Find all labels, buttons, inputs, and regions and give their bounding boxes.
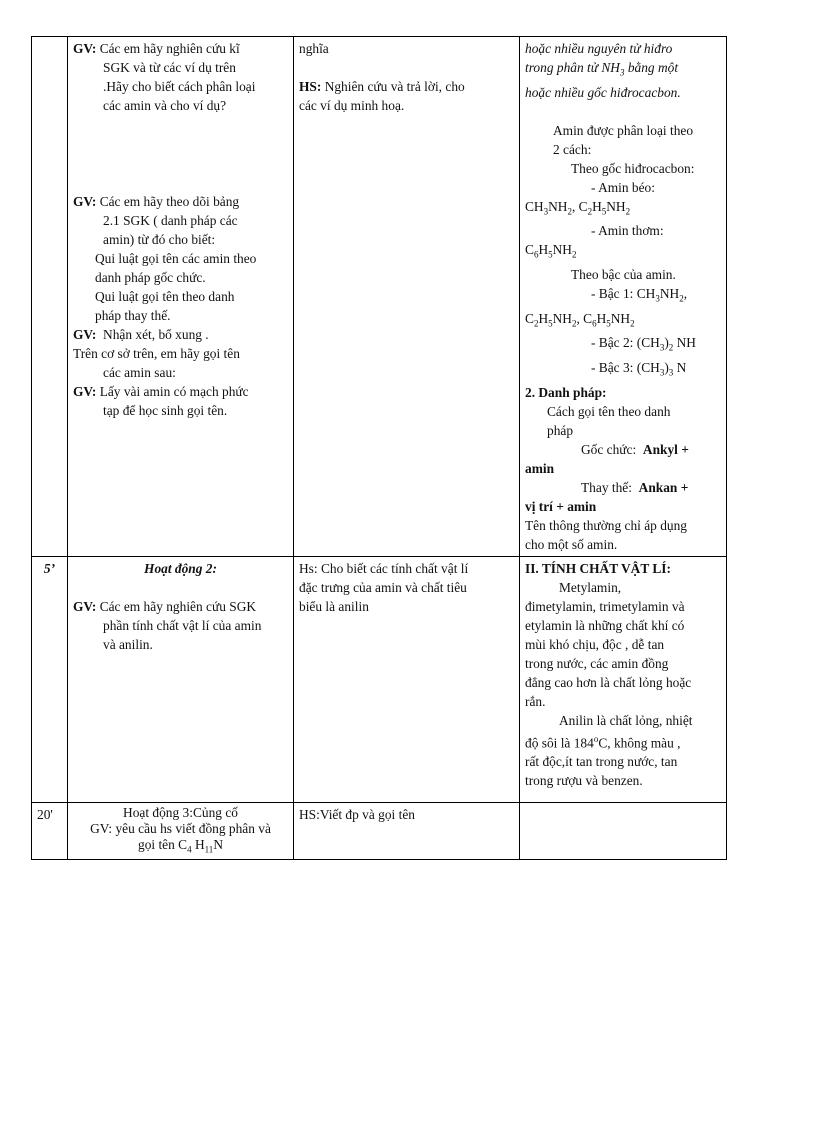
time-cell: 5’ [32, 556, 68, 802]
student-activity-cell: nghĩa HS: Nghiên cứu và trả lời, cho các ví dụ minh hoạ. [294, 37, 520, 557]
gv-label: GV: [73, 41, 97, 56]
formula: $CH_3NH_2$, $C_2H_5NH_2$ [525, 198, 631, 217]
content-cell: II. TÍNH CHẤT VẬT LÍ: Metylamin, đimetylamin, trimetylamin và etylamin là những chất khí có mùi khó chịu, độc , dễ tan trong nước, các amin đồng đẳng cao hơn là chất lỏng hoặc rắn. Anilin là chất lỏng, nhiệt độ sôi là 184$^o$C, không màu , rất độc,ít tan trong nước, tan trong rượu và benzen. [520, 556, 727, 802]
section-heading: II. TÍNH CHẤT VẬT LÍ: [525, 560, 671, 576]
lesson-plan-table [31, 36, 727, 860]
section-heading: 2. Danh pháp: [525, 384, 607, 400]
formula: $C_6H_5NH_2$ [525, 242, 577, 261]
gv-label: GV: [73, 327, 97, 342]
student-activity-cell: Hs: Cho biết các tính chất vật lí đặc trưng của amin và chất tiêu biểu là anilin [294, 556, 520, 802]
table-row [32, 37, 727, 557]
activity-title: Hoạt động 2: [144, 560, 217, 576]
teacher-activity-cell: Hoạt động 2: GV: Các em hãy nghiên cứu SGK phần tính chất vật lí của amin và anilin. [68, 556, 294, 802]
hs-label: HS: [299, 79, 322, 94]
gv-label: GV: [73, 598, 97, 614]
gv-label: GV: [73, 194, 97, 209]
gv-label: GV: [73, 384, 97, 399]
teacher-activity-cell: Hoạt động 3:Củng cố GV: yêu cầu hs viết đồng phân và gọi tên $C_4$ $H_{11}N$ [68, 802, 294, 860]
table-row [32, 556, 727, 802]
teacher-activity-cell: GV: Các em hãy nghiên cứu kĩ SGK và từ các ví dụ trên .Hãy cho biết cách phân loại các amin và cho ví dụ? GV: Các em hãy theo dõi bảng 2.1 SGK ( danh pháp các amin) từ đó cho biết: Qui luật gọi tên các amin theo danh pháp gốc chức. Qui luật gọi tên theo danh pháp thay thế. GV: Nhận xét, bổ xung . Trên cơ sở trên, em hãy gọi tên các amin sau: GV: Lấy vài amin có mạch phức tạp để học sinh gọi tên. [68, 37, 294, 557]
table-row [32, 802, 727, 860]
time-cell: 20' [32, 802, 68, 860]
time-cell [32, 37, 68, 557]
content-cell: hoặc nhiều nguyên tử hiđro trong phân tử $NH_3$ bằng một hoặc nhiều gốc hiđrocacbon. Amin được phân loại theo 2 cách: Theo gốc hiđrocacbon: - Amin béo: $CH_3NH_2$, $C_2H_5NH_2$ - Amin thơm: $C_6H_5NH_2$ Theo bậc của amin. - Bậc 1: $CH_3NH_2$, $C_2H_5NH_2$, $C_6H_5NH_2$ - Bậc 2: $(CH_3)_2$ NH - Bậc 3: $(CH_3)_3$ N 2. Danh pháp: Cách gọi tên theo danh pháp Gốc chức: Ankyl + amin Thay thế: Ankan + vị trí + amin Tên thông thường chỉ áp dụng cho một số amin. [520, 37, 727, 557]
content-cell [520, 802, 727, 860]
student-activity-cell: HS:Viết đp và gọi tên [294, 802, 520, 860]
